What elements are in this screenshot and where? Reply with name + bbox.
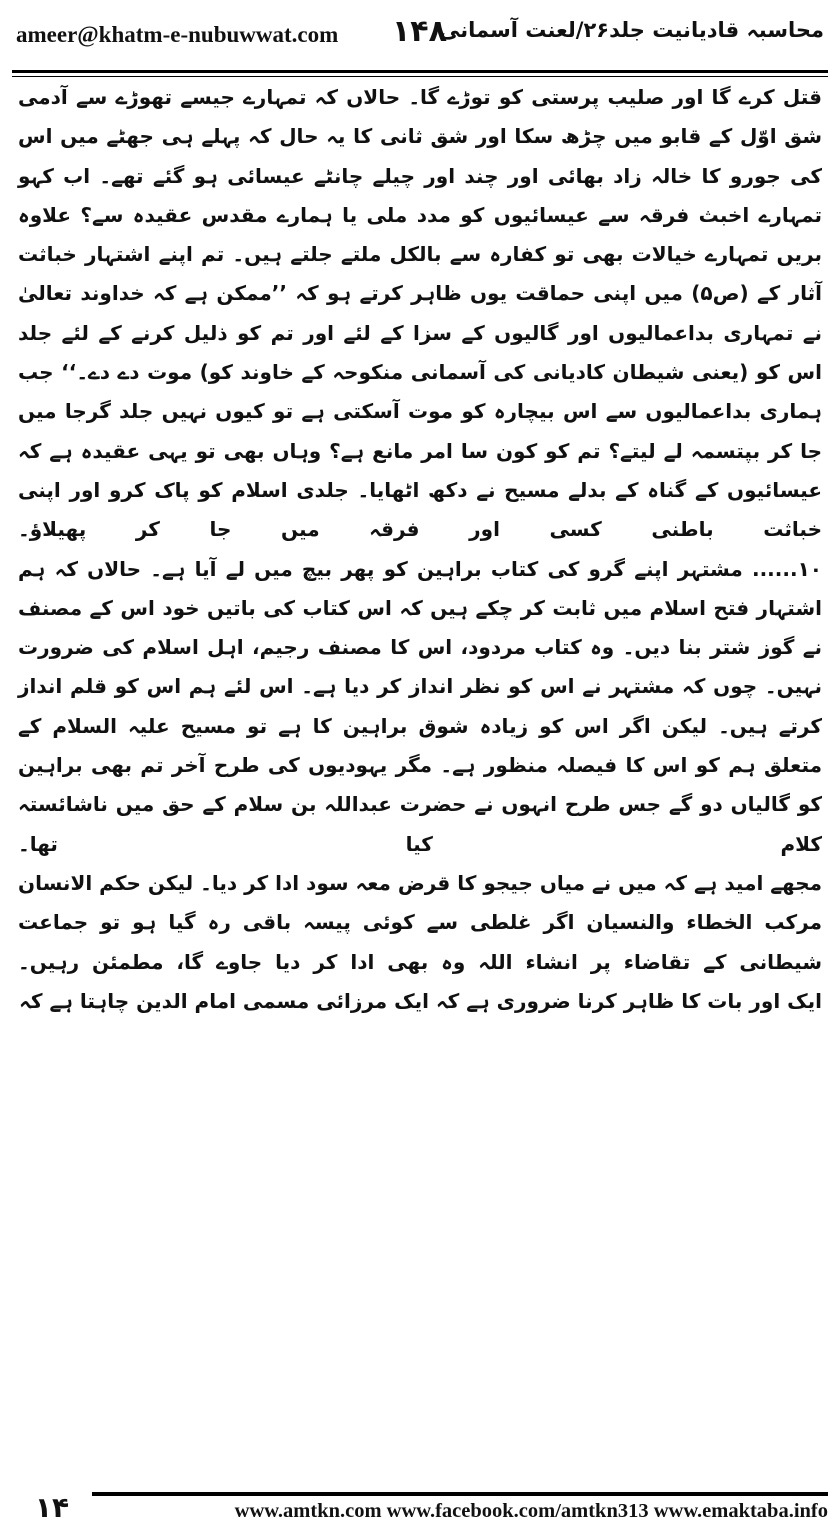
- header-divider: [12, 70, 828, 77]
- body-paragraph: مجھے امید ہے کہ میں نے میاں جیجو کا قرض معہ سود ادا کر دیا۔ لیکن حکم الانسان مرکب الخطاء والنسیان اگر غلطی سے کوئی پیسہ باقی رہ گیا ہو تو جماعت شیطانی کے تقاضاء پر انشاء اللہ وہ بھی ادا کر دیا جاوے گا، مطمئن رہیں۔: [18, 870, 822, 974]
- header-page-number: ۱۴۸: [392, 14, 447, 49]
- footer-page-number: ۱۴: [34, 1491, 70, 1524]
- body-paragraph: ایک اور بات کا ظاہر کرنا ضروری ہے کہ ایک مرزائی مسمی امام الدین چاہتا ہے کہ: [19, 988, 822, 1013]
- page-footer: [12, 1486, 828, 1530]
- page-header: [12, 14, 828, 66]
- header-email: ameer@khatm-e-nubuwwat.com: [16, 22, 339, 47]
- body-paragraph: ۱۰...... مشتہر اپنے گرو کی کتاب براہین کو پھر بیچ میں لے آیا ہے۔ حالاں کہ ہم اشتہار فتح اسلام میں ثابت کر چکے ہیں کہ اس کتاب کی باتیں خود اس کے مصنف نے گوز شتر بنا دیں۔ وہ کتاب مردود، اس کا مصنف رجیم، اہل اسلام کی ضرورت نہیں۔ چوں کہ مشتہر نے اس کو نظر انداز کر دیا ہے۔ اس لئے ہم اس کو قلم انداز کرتے ہیں۔ لیکن اگر اس کو زیادہ شوق براہین کا ہے تو مسیح علیہ السلام کے متعلق ہم کو اس کا فیصلہ منظور ہے۔ مگر یہودیوں کی طرح آخر تم بھی براہین کو گالیاں دو گے جس طرح انہوں نے حضرت عبداللہ بن سلام کے حق میں ناشائستہ کلام کیا تھا۔: [18, 556, 822, 856]
- body-paragraph: قتل کرے گا اور صلیب پرستی کو توڑے گا۔ حالاں کہ تمہارے جیسے تھوڑے سے آدمی شق اوّل کے قابو میں چڑھ سکا اور شق ثانی کا یہ حال کہ پہلے ہی جھٹے میں اس کی جورو کا خالہ زاد بھائی اور چند اور چیلے چانٹے عیسائی ہو گئے تھے۔ اب کہو تمہارے اخبث فرقہ سے عیسائیوں کو مدد ملی یا ہمارے مقدس عقیدہ سے؟ علاوہ بریں تمہارے خیالات بھی تو کفارہ سے بالکل ملتے جلتے ہیں۔ تم اپنے اشتہار خباثت آثار کے (ص۵) میں اپنی حماقت یوں ظاہر کرتے ہو کہ ’’ممکن ہے کہ خداوند تعالیٰ نے تمہاری بداعمالیوں اور گالیوں کے سزا کے لئے اور تم کو ذلیل کرنے کے لئے جلد اس کو (یعنی شیطان کادیانی کی آسمانی منکوحہ کے خاوند کو) موت دے دے۔‘‘ جب ہماری بداعمالیوں سے اس بیچارہ کو موت آسکتی ہے تو کیوں نہیں جلد گرجا میں جا کر بپتسمہ لے لیتے؟ تم کو کون سا امر مانع ہے؟ وہاں بھی تو یہی عقیدہ ہے کہ عیسائیوں کے گناہ کے بدلے مسیح نے دکھ اٹھایا۔ جلدی اسلام کو پاک کرو اور اپنی خباثت باطنی کسی اور فرقہ میں جا کر پھیلاؤ۔: [18, 85, 823, 542]
- footer-links: www.amtkn.com www.facebook.com/amtkn313 www.emaktaba.info: [234, 1500, 828, 1522]
- page-body: [18, 78, 822, 1021]
- header-book-title: محاسبہ قادیانیت جلد۲۶/لعنت آسمانی: [439, 18, 824, 42]
- footer-divider: [92, 1492, 828, 1496]
